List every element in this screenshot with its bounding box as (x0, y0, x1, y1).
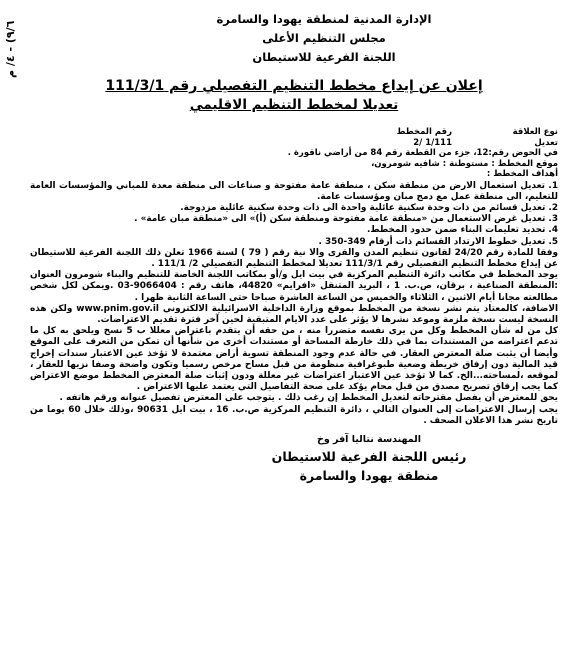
plan-goals-label: أهداف المخطط : (486, 169, 558, 179)
meta-row-amend (30, 138, 558, 149)
side-reference: ٩/٦) - ٤/ م (4, 20, 17, 78)
paragraph: الاضافة، كالمعتاد يتم نشر نسخة من المخطط بموقع وزارة الداخلية الاسرائيلية الالكتروني www.pnim.gov.il ولكن هذه النسخة ليست نسخة ملزمة وموعد نشرها لا يؤثر على عدد الايام المتبقية لحين آخر فترة تقديم الاعتراضات. (30, 303, 558, 325)
announcement-title: إعلان عن إيداع مخطط التنظيم التفصيلي رقم 111/3/1 (105, 78, 483, 94)
paragraph: 4. تحديد تعليمات البناء ضمن حدود المخطط. (366, 225, 558, 236)
paragraph: 2. تعديل قسائم من ذات وحدة سكنية عائلية واحدة الى ذات وحدة سكنية عائلية مزدوجة. (180, 202, 558, 213)
meta-row-relation (30, 127, 558, 138)
signature-block (180, 433, 558, 485)
paragraph: يجب إرسال الاعتراضات إلى العنوان التالي ، دائرة التنظيم المركزية ص.ب. 16 ، بيت ايل 90631 ،وذلك خلال 60 يوما من تاريخ نشر هذا الاعلان الصحف . (30, 404, 558, 426)
amend-value: 1/111 /2 (413, 137, 452, 148)
paragraph: كل من له شأن المخطط وكل من يرى نفسه متضررا منه ، من حقه أن يتقدم باعتراض معللا ب 5 نسخ ويلحق به كل ما تدعم اعتراضه من المستندات بما في ذلك خارطة المساحة أو مستندات أخرى من شأنها أن تمكن من التعرف على الموقع وأيضا أن يثبت صلة المعترض العقار. في حالة عدم وجود المنطقة تسوية أراض معتمدة لا تؤخذ عين الاعتبار سندات إخراج قيد المالية دون إرفاق خريطة وضعية طبوغرافية منظومة من قبل مساح مرخص رسميا وتكون واضحة وصفا نزيها للعقار ، لموقعه ،لمساحته...الخ. كما لا تؤخذ عين الاعتبار اعتراضات غير معللة ودون إثبات صلة المعترض المخطط موضع الاعتراض كما يجب إرفاق تصريح مصدق من قبل محام يؤكد على صحة التفاصيل التي يعتمد عليها الاعتراض . (30, 326, 558, 393)
paragraph: 1. تعديل استعمال الارض من منطقة سكن ، منطقة عامة مفتوحة و صناعات الى منطقة معدة للمباني والمؤسسات العامة للتعليم، الى منطقة عمل مع دمج مبان ومؤسسات عامة. (30, 180, 558, 202)
signatory-title: رئيس اللجنة الفرعية للاستيطان (271, 448, 467, 464)
announcement-body (30, 181, 558, 427)
header-line-3: اللجنة الفرعية للاستيطان (252, 50, 396, 64)
signatory-region: منطقة يهودا والسامرة (299, 467, 439, 483)
plan-location: موقع المخطط : مستوطنة : شافيه شومرون، (371, 158, 558, 169)
paragraph: 3. تعديل غرض الاستعمال من «منطقة عامة مفتوحة ومنطقة سكن (أ)» الى «منطقة مبان عامة» . (134, 214, 558, 225)
issuer-header (90, 10, 558, 67)
announcement-subtitle: تعديلا لمخطط التنظيم الاقليمي (189, 97, 399, 113)
parcel-info: في الحوض رقم:12، جزء من القطعة رقم 84 من أراضي ناقورة . (287, 148, 558, 158)
paragraph: يوجد المخطط في مكاتب دائرة التنظيم المركزية في بيت ايل و/أو بمكاتب اللجنة الخاصة للتنظيم والبناء شومرون العنوان :المنطقة الصناعية ، برقان، ص.ب. 1 ، البريد المتنقل «افرايم» 44820، هاتف رقم : 9066404-03 .ويمكن لكل شخص مطالعته مجانا أيام الاثنين ، الثلاثاء والخميس من الساعة العاشرة صباحا حتى الساعة الثانية ظهرا . (30, 270, 558, 303)
paragraph: وفقا للمادة رقم 24/20 لقانون تنظيم المدن والقرى والا نية رقم ( 79 ) لسنة 1966 تعلن ذلك اللجنة الفرعية للاستيطان عن إيداع مخطط التنظيم التفصيلي رقم 111/3/1 تعديلا لمخطط التنظيم التفصيلي 2/ 111/1 . (30, 247, 558, 269)
header-line-2: مجلس التنظيم الأعلى (262, 31, 386, 45)
relation-type-label: نوع العلاقة (512, 127, 558, 137)
paragraph: 5. تعديل خطوط الارتداد القسائم ذات أرقام 349-350 . (318, 236, 558, 247)
signatory-name: المهندسة نتاليا آفر وخ (316, 433, 422, 445)
header-line-1: الإدارة المدنية لمنطقة يهودا والسامرة (216, 12, 432, 26)
plan-meta (30, 127, 558, 180)
plan-number-label: رقم المخطط (396, 127, 452, 137)
paragraph: يحق للمعترض أن يفصل مقترحاته لتعديل المخطط إن رغب ذلك . يتوجب على المعترض تفصيل عنوانه ورقم هاتفه . (59, 393, 558, 404)
amend-label: تعديل (534, 137, 558, 148)
